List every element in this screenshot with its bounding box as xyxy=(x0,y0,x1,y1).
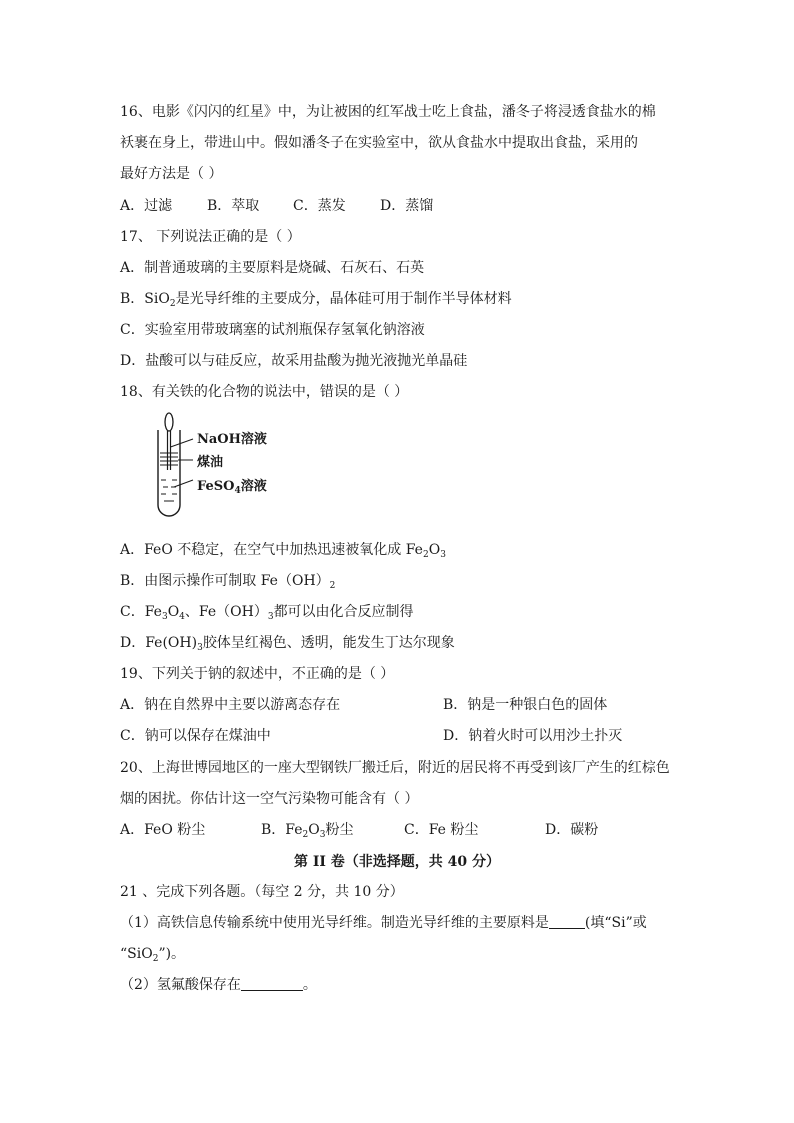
q18-d-sub: 3 xyxy=(197,643,203,653)
q20-option-b xyxy=(261,820,353,840)
q18-b-prefix: B．由图示操作可制取 Fe（OH） xyxy=(120,573,330,589)
q18-a-sub1: 2 xyxy=(422,550,429,560)
q20-option-c: C．Fe 粉尘 xyxy=(404,822,479,838)
q19-option-a: A．钠在自然界中主要以游离态存在 xyxy=(120,697,341,713)
label-feso4-sub: 4 xyxy=(234,486,241,496)
q21-part1-line2 xyxy=(120,944,185,964)
q18-c-s1: 3 xyxy=(161,612,168,622)
q16-line-2: 袄裹在身上，带进山中。假如潘冬子在实验室中，欲从食盐水中提取出食盐，采用的 xyxy=(120,135,638,151)
q20-b-p1: B．Fe xyxy=(261,822,303,838)
q16-line-1: 16、电影《闪闪的红星》中，为让被困的红军战士吃上食盐，潘冬子将浸透食盐水的棉 xyxy=(120,104,656,120)
q21-part2 xyxy=(120,975,317,995)
test-tube xyxy=(158,430,180,516)
q17-option-a: A．制普通玻璃的主要原料是烧碱、石灰石、石英 xyxy=(120,260,425,276)
q21-part1-line1 xyxy=(120,913,647,933)
q20-b-s1: 2 xyxy=(302,830,309,840)
q19-option-c: C．钠可以保存在煤油中 xyxy=(120,728,271,744)
label-kerosene: 煤油 xyxy=(197,455,224,470)
q16-option-b: B．萃取 xyxy=(207,198,260,214)
q21-p1-l2-rest: ”)。 xyxy=(158,946,186,962)
q18-a-sub2: 3 xyxy=(440,550,446,560)
q17-option-c: C．实验室用带玻璃塞的试剂瓶保存氢氧化钠溶液 xyxy=(120,322,425,338)
q17-stem: 17、 下列说法正确的是（ ） xyxy=(120,229,301,245)
leader-naoh xyxy=(171,439,194,447)
section-ii-title: 第 II 卷（非选择题，共 40 分） xyxy=(293,854,501,870)
q18-c-s2: 4 xyxy=(179,612,185,622)
q20-b-p2: O xyxy=(308,822,320,838)
q16-option-d: D．蒸馏 xyxy=(380,198,434,214)
q18-a-prefix: A．FeO 不稳定，在空气中加热迅速被氧化成 Fe xyxy=(120,542,423,558)
q21-p2-answer-blank[interactable] xyxy=(241,976,303,991)
q18-option-a xyxy=(120,540,446,560)
q21-p1-tail: (填“Si”或 xyxy=(584,915,647,931)
q19-option-b: B．钠是一种银白色的固体 xyxy=(443,697,608,713)
q18-option-b xyxy=(120,571,335,591)
q20-option-a: A．FeO 粉尘 xyxy=(120,822,206,838)
q20-b-s2: 3 xyxy=(319,830,326,840)
q18-c-p2: O xyxy=(167,604,180,620)
q17-b-sub: 2 xyxy=(169,299,176,309)
q18-stem: 18、有关铁的化合物的说法中，错误的是（ ） xyxy=(120,384,409,400)
q17-b-rest: 是光导纤维的主要成分，晶体硅可用于制作半导体材料 xyxy=(175,291,512,307)
q21-p1-answer-blank[interactable] xyxy=(549,914,585,929)
q19-stem: 19、下列关于钠的叙述中，不正确的是（ ） xyxy=(120,666,395,682)
q21-p1-text: （1）高铁信息传输系统中使用光导纤维。制造光导纤维的主要原料是 xyxy=(120,915,549,931)
q18-c-p3: 、Fe（OH） xyxy=(184,604,268,620)
q18-option-c xyxy=(120,602,414,622)
label-naoh: NaOH溶液 xyxy=(197,432,267,447)
q18-c-p4: 都可以由化合反应制得 xyxy=(273,604,414,620)
q18-d-prefix: D．Fe(OH) xyxy=(120,635,198,651)
feso4-solution-dashes xyxy=(161,480,177,501)
dropper-bulb xyxy=(165,413,173,431)
q16-option-c: C．蒸发 xyxy=(293,198,346,214)
q20-line-2: 烟的困扰。你估计这一空气污染物可能含有（ ） xyxy=(120,791,419,807)
test-tube-figure xyxy=(150,410,300,525)
q16-line-3: 最好方法是（ ） xyxy=(120,166,223,182)
leader-feso4 xyxy=(174,480,193,487)
q17-option-d: D．盐酸可以与硅反应，故采用盐酸为抛光液抛光单晶硅 xyxy=(120,353,468,369)
q20-option-d: D．碳粉 xyxy=(545,822,599,838)
label-feso4 xyxy=(197,478,267,496)
q18-d-rest: 胶体呈红褐色、透明，能发生丁达尔现象 xyxy=(202,635,455,651)
label-feso4-b: 溶液 xyxy=(240,479,267,494)
q21-p1-l2-sub: 2 xyxy=(152,954,159,964)
q16-option-a: A．过滤 xyxy=(120,198,173,214)
q21-p2-tail: 。 xyxy=(302,977,317,993)
q21-p2-text: （2）氢氟酸保存在 xyxy=(120,977,241,993)
q18-option-d xyxy=(120,633,455,653)
q20-b-p3: 粉尘 xyxy=(325,822,354,838)
q18-a-mid: O xyxy=(428,542,441,558)
label-feso4-a: FeSO xyxy=(197,479,235,494)
q17-option-b xyxy=(120,289,512,309)
q20-line-1: 20、上海世博园地区的一座大型钢铁厂搬迁后，附近的居民将不再受到该厂产生的红棕色 xyxy=(120,760,670,776)
q17-b-prefix: B．SiO xyxy=(120,291,170,307)
q18-c-p1: C．Fe xyxy=(120,604,162,620)
q19-option-d: D．钠着火时可以用沙土扑灭 xyxy=(443,728,623,744)
q18-b-sub: 2 xyxy=(329,581,336,591)
q21-stem: 21 、完成下列各题。（每空 2 分，共 10 分） xyxy=(120,884,404,900)
q21-p1-l2-prefix: “SiO xyxy=(120,946,153,962)
q18-c-s3: 3 xyxy=(267,612,274,622)
